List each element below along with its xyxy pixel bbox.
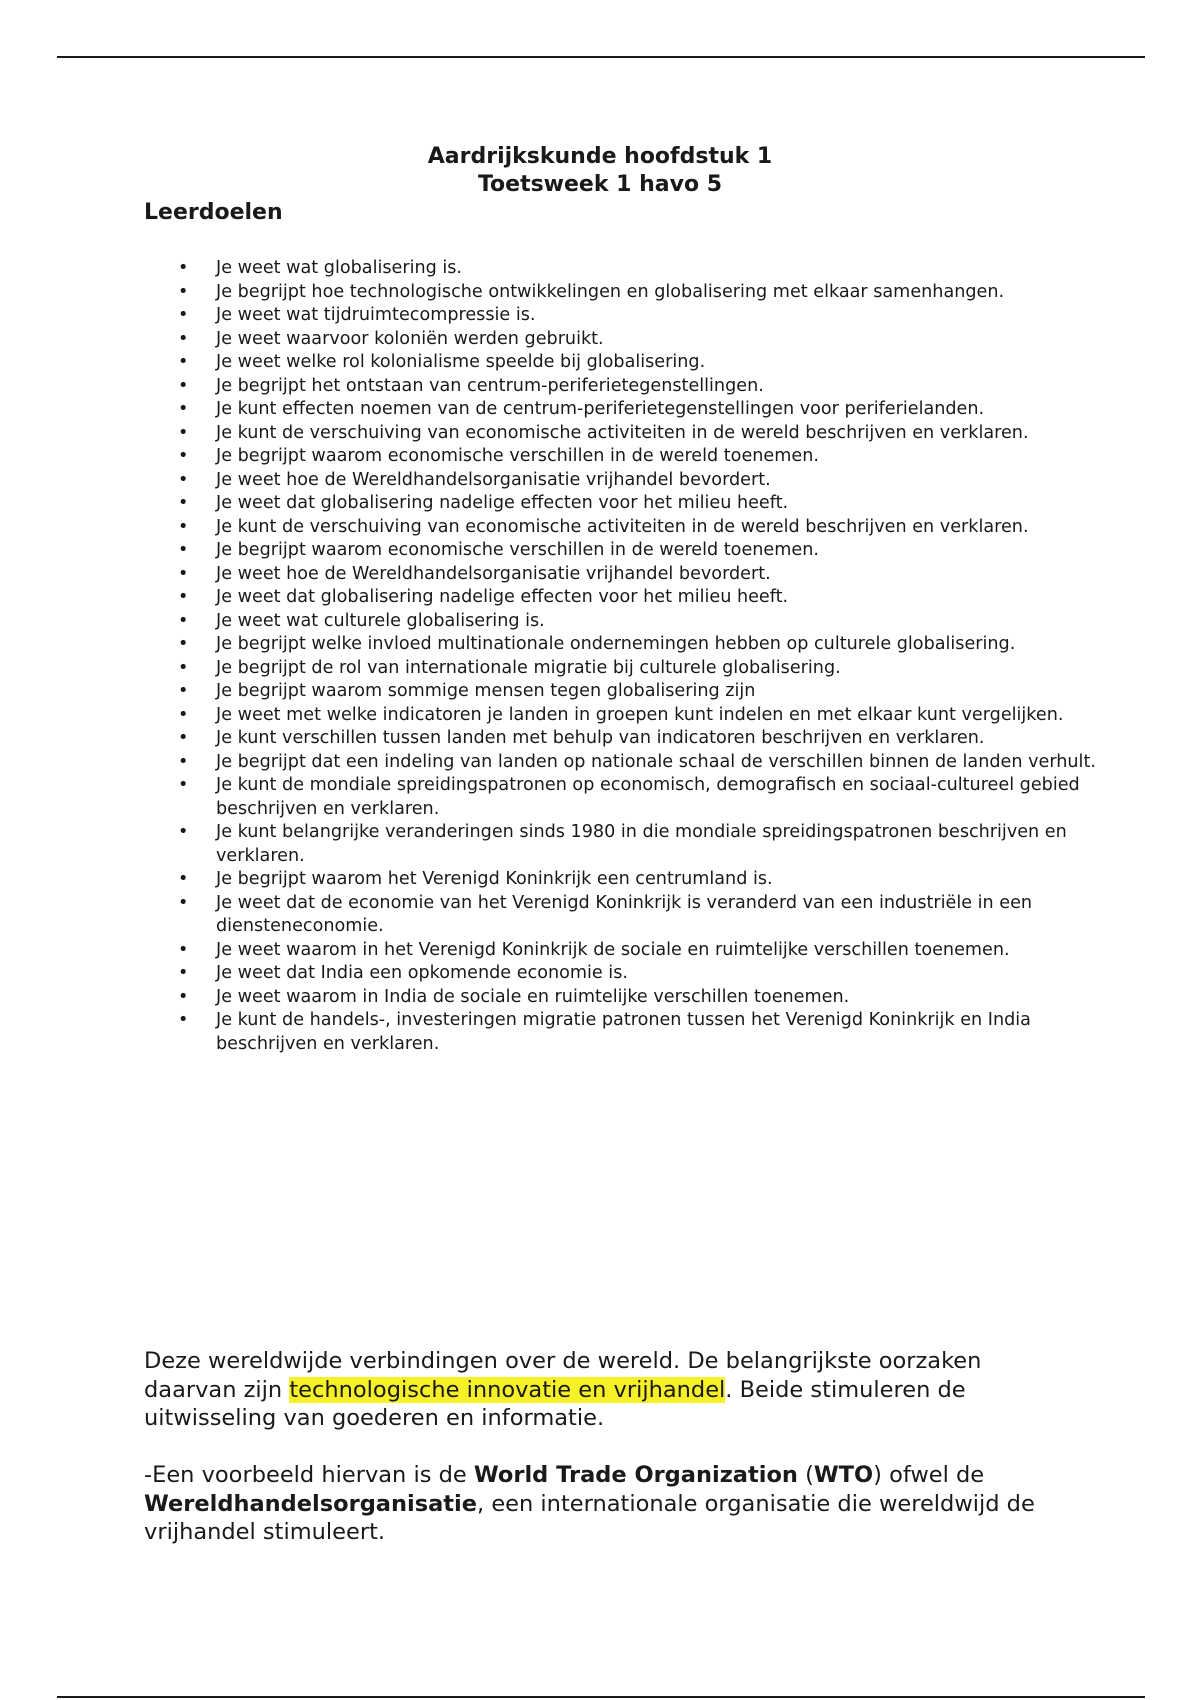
learning-goal-item: • Je kunt de mondiale spreidingspatronen op economisch, demografisch en sociaal-cultureel gebied beschrijven en verklaren. — [216, 774, 1136, 821]
intro-text-1: Deze wereldwijde verbindingen over de wereld. De belangrijkste oorzaken daarvan zijn — [144, 1348, 982, 1403]
wto-term-dutch: Wereldhandelsorganisatie — [144, 1490, 478, 1517]
learning-goal-item: • Je weet welke rol kolonialisme speelde bij globalisering. — [216, 351, 1136, 375]
learning-goal-item: • Je begrijpt het ontstaan van centrum-periferietegenstellingen. — [216, 375, 1136, 399]
section-heading: Leerdoelen — [144, 200, 283, 225]
learning-goal-item: • Je kunt de handels-, investeringen migratie patronen tussen het Verenigd Koninkrijk en India beschrijven en verklaren. — [216, 1009, 1136, 1056]
learning-goal-item: • Je begrijpt waarom economische verschillen in de wereld toenemen. — [216, 445, 1136, 469]
wto-text-4: , een internationale organisatie die wereldwijd de vrijhandel stimuleert. — [144, 1490, 1035, 1545]
wto-term-abbr: WTO — [813, 1462, 874, 1488]
learning-goal-item: • Je weet waarom in het Verenigd Koninkrijk de sociale en ruimtelijke verschillen toenemen. — [216, 939, 1136, 963]
learning-goal-item: • Je weet waarom in India de sociale en ruimtelijke verschillen toenemen. — [216, 986, 1136, 1010]
learning-goal-item: • Je weet wat culturele globalisering is. — [216, 610, 1136, 634]
learning-goal-item: • Je weet hoe de Wereldhandelsorganisatie vrijhandel bevordert. — [216, 563, 1136, 587]
learning-goal-item: • Je weet dat India een opkomende economie is. — [216, 962, 1136, 986]
learning-goal-item: • Je kunt belangrijke veranderingen sinds 1980 in die mondiale spreidingspatronen beschrijven en verklaren. — [216, 821, 1136, 868]
learning-goal-item: • Je weet dat globalisering nadelige effecten voor het milieu heeft. — [216, 492, 1136, 516]
highlighted-text: technologische innovatie en vrijhandel — [289, 1376, 726, 1403]
learning-goal-item: • Je begrijpt waarom sommige mensen tegen globalisering zijn — [216, 680, 1136, 704]
learning-goal-item: • Je begrijpt de rol van internationale migratie bij culturele globalisering. — [216, 657, 1136, 681]
learning-goals-list — [144, 257, 1136, 1056]
learning-goal-item: • Je weet wat tijdruimtecompressie is. — [216, 304, 1136, 328]
learning-goal-item: • Je kunt effecten noemen van de centrum-periferietegenstellingen voor periferielanden. — [216, 398, 1136, 422]
learning-goal-item: • Je weet wat globalisering is. — [216, 257, 1136, 281]
learning-goal-item: • Je begrijpt welke invloed multinationale ondernemingen hebben op culturele globalisering. — [216, 633, 1136, 657]
learning-goal-item: • Je kunt de verschuiving van economische activiteiten in de wereld beschrijven en verklaren. — [216, 516, 1136, 540]
learning-goal-item: • Je begrijpt waarom economische verschillen in de wereld toenemen. — [216, 539, 1136, 563]
learning-goal-item: • Je begrijpt hoe technologische ontwikkelingen en globalisering met elkaar samenhangen. — [216, 281, 1136, 305]
wto-text-1: -Een voorbeeld hiervan is de — [144, 1462, 474, 1488]
wto-term-full: World Trade Organization — [473, 1462, 798, 1488]
document-title: Aardrijkskunde hoofdstuk 1 — [427, 144, 773, 169]
learning-goal-item: • Je weet met welke indicatoren je landen in groepen kunt indelen en met elkaar kunt vergelijken. — [216, 704, 1136, 728]
wto-text-3: ) ofwel de — [873, 1462, 985, 1488]
learning-goal-item: • Je kunt verschillen tussen landen met behulp van indicatoren beschrijven en verklaren. — [216, 727, 1136, 751]
learning-goal-item: • Je weet waarvoor koloniën werden gebruikt. — [216, 328, 1136, 352]
learning-goal-item: • Je begrijpt dat een indeling van landen op nationale schaal de verschillen binnen de landen verhult. — [216, 751, 1136, 775]
learning-goal-item: • Je weet dat de economie van het Verenigd Koninkrijk is veranderd van een industriële in een diensteneconomie. — [216, 892, 1136, 939]
document-subtitle: Toetsweek 1 havo 5 — [477, 172, 723, 197]
learning-goal-item: • Je weet dat globalisering nadelige effecten voor het milieu heeft. — [216, 586, 1136, 610]
top-rule — [57, 56, 1145, 58]
learning-goal-item: • Je kunt de verschuiving van economische activiteiten in de wereld beschrijven en verklaren. — [216, 422, 1136, 446]
wto-paragraph — [144, 1461, 1074, 1547]
intro-paragraph — [144, 1347, 1074, 1433]
learning-goal-item: • Je weet hoe de Wereldhandelsorganisatie vrijhandel bevordert. — [216, 469, 1136, 493]
bottom-rule — [57, 1696, 1145, 1698]
intro-text-2: . Beide stimuleren de uitwisseling van goederen en informatie. — [144, 1376, 966, 1431]
document-title-block — [0, 143, 1200, 199]
learning-goal-item: • Je begrijpt waarom het Verenigd Koninkrijk een centrumland is. — [216, 868, 1136, 892]
wto-text-2: ( — [797, 1462, 814, 1488]
